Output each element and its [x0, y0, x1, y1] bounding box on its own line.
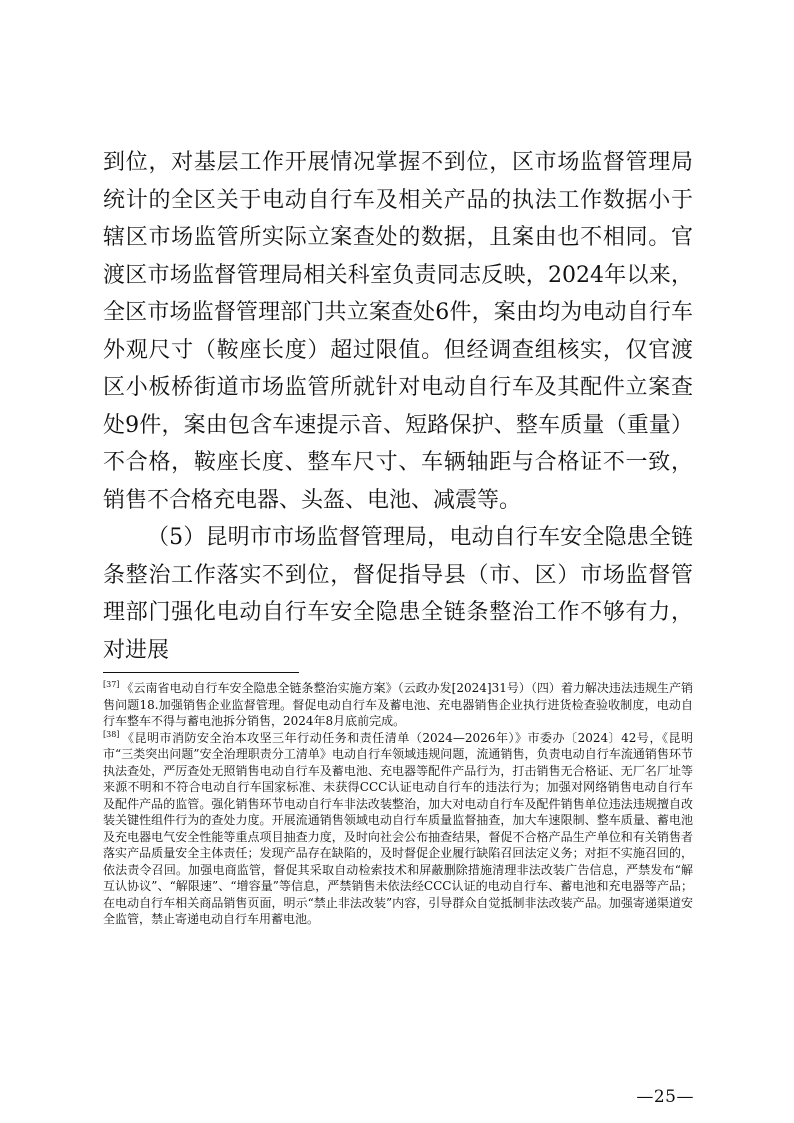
footnote-text: 《云南省电动自行车安全隐患全链条整治实施方案》（云政办发[2024]31号）（四）着力解决违法违规生产销售问题18.加强销售企业监督管理。督促电动自行车及蓄电池、充电器销售企业执行进货检查验收制度，电动自行车整车不得与蓄电池拆分销售，2024年8月底前完成。 — [103, 681, 693, 728]
page-number: —25— — [636, 1087, 694, 1107]
footnote-mark: [37] — [103, 680, 120, 689]
footnotes — [103, 680, 693, 928]
footnote-38 — [103, 730, 693, 928]
footnote-37 — [103, 680, 693, 730]
footnote-divider — [103, 672, 299, 673]
body-text — [103, 144, 693, 669]
body-paragraph: 到位，对基层工作开展情况掌握不到位，区市场监督管理局统计的全区关于电动自行车及相关产品的执法工作数据小于辖区市场监管所实际立案查处的数据，且案由也不相同。官渡区市场监督管理局相关科室负责同志反映，2024年以来，全区市场监督管理部门共立案查处6件，案由均为电动自行车外观尺寸（鞍座长度）超过限值。但经调查组核实，仅官渡区小板桥街道市场监管所就针对电动自行车及其配件立案查处9件，案由包含车速提示音、短路保护、整车质量（重量）不合格，鞍座长度、整车尺寸、车辆轴距与合格证不一致，销售不合格充电器、头盔、电池、减震等。 — [103, 150, 693, 513]
footnote-text: 《昆明市消防安全治本攻坚三年行动任务和责任清单（2024—2026年）》市委办〔2024〕42号，《昆明市“三类突出问题”安全治理职责分工清单》电动自行车领域违规问题，流通销售，负责电动自行车流通销售环节执法查处，严厉查处无照销售电动自行车及蓄电池、充电器等配件产品行为，打击销售无合格证、无厂名厂址等来源不明和不符合电动自行车国家标准、未获得CCC认证电动自行车的违法行为；加强对网络销售电动自行车及配件产品的监管。强化销售环节电动自行车非法改装整治，加大对电动自行车及配件销售单位违法违规擅自改装关键性组件行为的查处力度。开展流通销售领域电动自行车质量监督抽查，加大车速限制、整车质量、蓄电池及充电器电气安全性能等重点项目抽查力度，及时向社会公布抽查结果，督促不合格产品生产单位和有关销售者落实产品质量安全主体责任；发现产品存在缺陷的，及时督促企业履行缺陷召回法定义务；对拒不实施召回的，依法责令召回。加强电商监管，督促其采取自动检索技术和屏蔽删除措施清理非法改装广告信息，严禁发布“解互认协议”、“解限速”、“增容量”等信息，严禁销售未依法经CCC认证的电动自行车、蓄电池和充电器等产品；在电动自行车相关商品销售页面，明示“禁止非法改装”内容，引导群众自觉抵制非法改装产品。加强寄递渠道安全监管，禁止寄递电动自行车用蓄电池。 — [103, 730, 693, 926]
body-paragraph: （5）昆明市市场监督管理局，电动自行车安全隐患全链条整治工作落实不到位，督促指导县（市、区）市场监督管理部门强化电动自行车安全隐患全链条整治工作不够有力，对进展 — [103, 525, 693, 663]
footnote-mark: [38] — [103, 729, 120, 739]
